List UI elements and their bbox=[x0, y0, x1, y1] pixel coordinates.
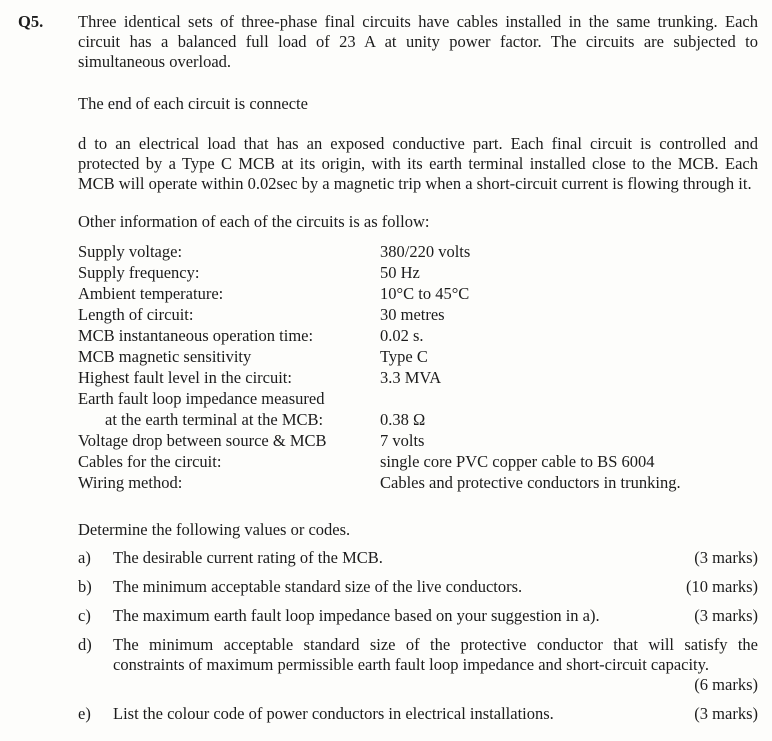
info-value: 7 volts bbox=[380, 431, 425, 450]
info-value: 50 Hz bbox=[380, 263, 420, 282]
info-row bbox=[78, 284, 758, 305]
info-label: Earth fault loop impedance measured bbox=[78, 389, 325, 408]
other-info-heading: Other information of each of the circuits is as follow: bbox=[78, 212, 430, 231]
info-label: MCB magnetic sensitivity bbox=[78, 347, 252, 366]
subquestion-letter: c) bbox=[78, 606, 91, 625]
subquestion-marks: (6 marks) bbox=[694, 675, 758, 694]
info-row bbox=[78, 263, 758, 284]
info-row bbox=[78, 410, 758, 431]
subquestion-list bbox=[78, 548, 758, 724]
info-value: 3.3 MVA bbox=[380, 368, 442, 387]
info-value: 380/220 volts bbox=[380, 242, 471, 261]
subquestion-letter: b) bbox=[78, 577, 92, 596]
info-value: Cables and protective conductors in trunking. bbox=[380, 473, 681, 492]
info-value: Type C bbox=[380, 347, 428, 366]
subquestion-letter: e) bbox=[78, 704, 91, 723]
question-number: Q5. bbox=[18, 12, 44, 31]
info-value: 0.38 Ω bbox=[380, 410, 426, 429]
info-row bbox=[78, 368, 758, 389]
subquestion-item bbox=[78, 635, 758, 695]
subquestion-text: The minimum acceptable standard size of the live conductors. bbox=[113, 577, 523, 596]
subquestion-marks: (3 marks) bbox=[694, 606, 758, 625]
info-label: Length of circuit: bbox=[78, 305, 194, 324]
subquestion-text: The desirable current rating of the MCB. bbox=[113, 548, 383, 567]
info-label: Highest fault level in the circuit: bbox=[78, 368, 292, 387]
info-label: MCB instantaneous operation time: bbox=[78, 326, 314, 345]
info-label: Cables for the circuit: bbox=[78, 452, 222, 471]
info-row bbox=[78, 473, 758, 494]
info-row bbox=[78, 305, 758, 326]
subquestion-letter: d) bbox=[78, 635, 92, 654]
info-row bbox=[78, 431, 758, 452]
subquestion-marks: (10 marks) bbox=[686, 577, 758, 596]
info-row bbox=[78, 389, 758, 410]
intro-paragraph: Three identical sets of three-phase final circuits have cables installed in the same trunking. Each circuit has a balanced full load of 23 A at unity power factor. The circuits are subjected to simultaneous overload. bbox=[78, 12, 758, 71]
info-label: Supply voltage: bbox=[78, 242, 183, 261]
subquestion-item bbox=[78, 704, 758, 724]
info-label: Wiring method: bbox=[78, 473, 183, 492]
info-label: Voltage drop between source & MCB bbox=[78, 431, 327, 450]
subquestion-text: The minimum acceptable standard size of the protective conductor that will satisfy the constraints of maximum permissible earth fault loop impedance and short-circuit capacity. bbox=[113, 635, 758, 674]
info-row bbox=[78, 242, 758, 263]
subquestion-marks: (3 marks) bbox=[694, 704, 758, 723]
info-row bbox=[78, 326, 758, 347]
determine-intro: Determine the following values or codes. bbox=[78, 520, 351, 539]
mcb-paragraph: d to an electrical load that has an exposed conductive part. Each final circuit is controlled and protected by a Type C MCB at its origin, with its earth terminal installed close to the MCB. Each MCB will operate within 0.02sec by a magnetic trip when a short-circuit current is flowing through it. bbox=[78, 134, 758, 193]
info-value: 30 metres bbox=[380, 305, 445, 324]
info-value: single core PVC copper cable to BS 6004 bbox=[380, 452, 655, 471]
subquestion-item bbox=[78, 548, 758, 568]
question-body bbox=[78, 12, 758, 733]
subquestion-text: List the colour code of power conductors in electrical installations. bbox=[113, 704, 554, 723]
info-row bbox=[78, 452, 758, 473]
info-value: 10°C to 45°C bbox=[380, 284, 470, 303]
connection-paragraph: The end of each circuit is connecte bbox=[78, 94, 308, 113]
info-label: Ambient temperature: bbox=[78, 284, 224, 303]
info-label: Supply frequency: bbox=[78, 263, 200, 282]
subquestion-item bbox=[78, 606, 758, 626]
info-value: 0.02 s. bbox=[380, 326, 424, 345]
info-value bbox=[380, 389, 758, 410]
circuit-info-table bbox=[78, 242, 758, 494]
info-label: at the earth terminal at the MCB: bbox=[105, 410, 324, 429]
subquestion-text: The maximum earth fault loop impedance based on your suggestion in a). bbox=[113, 606, 600, 625]
subquestion-marks: (3 marks) bbox=[694, 548, 758, 567]
info-row bbox=[78, 347, 758, 368]
subquestion-letter: a) bbox=[78, 548, 91, 567]
subquestion-item bbox=[78, 577, 758, 597]
